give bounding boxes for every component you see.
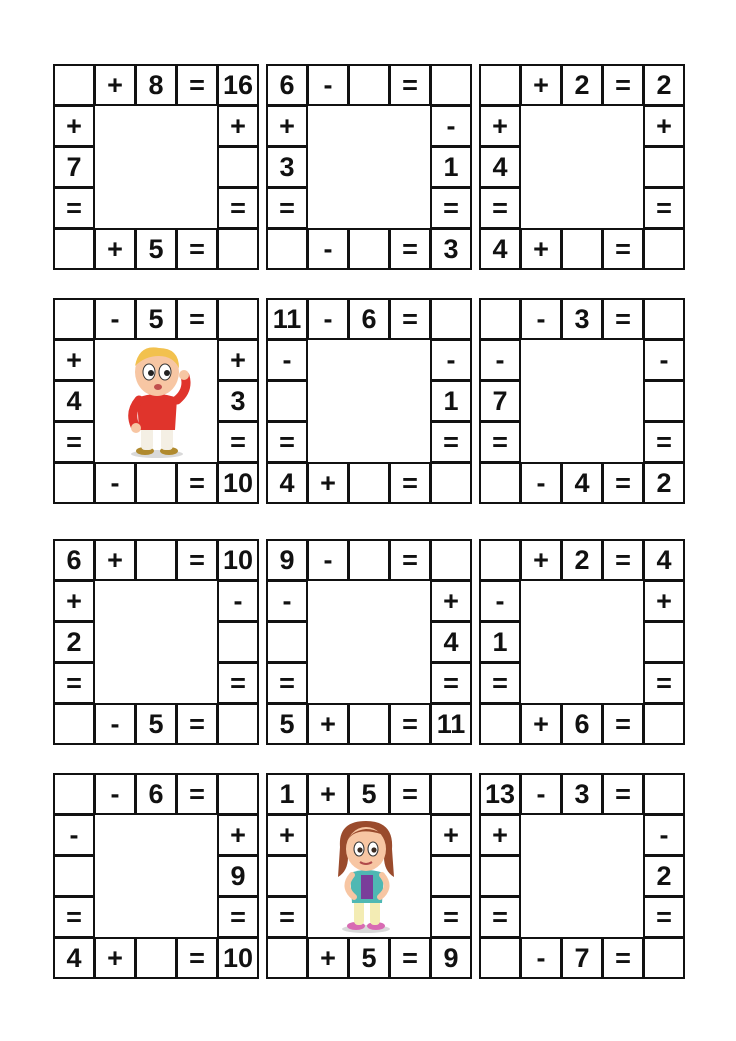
operator-cell: -: [94, 703, 136, 745]
number-cell: 5: [266, 703, 308, 745]
number-cell: 2: [561, 539, 603, 581]
puzzle-center: [521, 340, 643, 462]
number-cell: 2: [53, 621, 95, 663]
number-cell: 11: [430, 703, 472, 745]
operator-cell: -: [520, 937, 562, 979]
number-cell: 1: [266, 773, 308, 815]
number-cell: 1: [430, 146, 472, 188]
number-cell: 4: [266, 462, 308, 504]
operator-cell: -: [430, 105, 472, 147]
puzzle-8: [266, 539, 471, 744]
operator-cell: -: [94, 773, 136, 815]
operator-cell: =: [602, 937, 644, 979]
operator-cell: =: [217, 421, 259, 463]
operator-cell: +: [94, 539, 136, 581]
operator-cell: =: [389, 773, 431, 815]
number-cell: 4: [479, 146, 521, 188]
answer-cell[interactable]: [430, 539, 472, 581]
number-cell: 4: [643, 539, 685, 581]
operator-cell: -: [217, 580, 259, 622]
operator-cell: +: [520, 64, 562, 106]
operator-cell: =: [389, 462, 431, 504]
operator-cell: =: [602, 703, 644, 745]
number-cell: 7: [53, 146, 95, 188]
operator-cell: =: [602, 773, 644, 815]
number-cell: 8: [135, 64, 177, 106]
answer-cell[interactable]: [348, 703, 390, 745]
operator-cell: +: [217, 105, 259, 147]
number-cell: 2: [643, 855, 685, 897]
answer-cell[interactable]: [430, 64, 472, 106]
operator-cell: =: [53, 662, 95, 704]
operator-cell: =: [217, 662, 259, 704]
operator-cell: -: [643, 339, 685, 381]
answer-cell[interactable]: [430, 462, 472, 504]
operator-cell: =: [602, 298, 644, 340]
number-cell: 4: [53, 380, 95, 422]
number-cell: 2: [561, 64, 603, 106]
answer-cell[interactable]: [643, 937, 685, 979]
operator-cell: +: [520, 539, 562, 581]
operator-cell: -: [307, 64, 349, 106]
answer-cell[interactable]: [643, 380, 685, 422]
operator-cell: +: [430, 580, 472, 622]
puzzle-center: [308, 106, 430, 228]
answer-cell[interactable]: [217, 703, 259, 745]
answer-cell[interactable]: [348, 462, 390, 504]
operator-cell: -: [307, 539, 349, 581]
answer-cell[interactable]: [348, 228, 390, 270]
operator-cell: =: [430, 896, 472, 938]
answer-cell[interactable]: [53, 64, 95, 106]
girl-cartoon: [328, 817, 406, 935]
operator-cell: -: [520, 462, 562, 504]
operator-cell: +: [643, 580, 685, 622]
operator-cell: +: [266, 814, 308, 856]
operator-cell: =: [643, 421, 685, 463]
puzzle-center: [521, 581, 643, 703]
operator-cell: -: [53, 814, 95, 856]
number-cell: 2: [643, 64, 685, 106]
number-cell: 3: [561, 298, 603, 340]
operator-cell: -: [266, 339, 308, 381]
answer-cell[interactable]: [643, 773, 685, 815]
answer-cell[interactable]: [53, 298, 95, 340]
operator-cell: =: [479, 421, 521, 463]
operator-cell: =: [389, 64, 431, 106]
operator-cell: =: [53, 421, 95, 463]
puzzle-center: [521, 106, 643, 228]
operator-cell: =: [430, 662, 472, 704]
number-cell: 1: [430, 380, 472, 422]
number-cell: 6: [348, 298, 390, 340]
operator-cell: =: [389, 703, 431, 745]
operator-cell: +: [643, 105, 685, 147]
operator-cell: +: [53, 105, 95, 147]
operator-cell: -: [479, 339, 521, 381]
operator-cell: +: [94, 228, 136, 270]
operator-cell: +: [266, 105, 308, 147]
number-cell: 4: [430, 621, 472, 663]
operator-cell: +: [217, 339, 259, 381]
number-cell: 6: [135, 773, 177, 815]
number-cell: 10: [217, 462, 259, 504]
operator-cell: =: [176, 228, 218, 270]
answer-cell[interactable]: [479, 64, 521, 106]
number-cell: 9: [266, 539, 308, 581]
puzzle-3: [479, 64, 684, 269]
operator-cell: =: [389, 937, 431, 979]
answer-cell[interactable]: [217, 621, 259, 663]
answer-cell[interactable]: [643, 621, 685, 663]
operator-cell: =: [643, 187, 685, 229]
operator-cell: =: [479, 662, 521, 704]
number-cell: 3: [430, 228, 472, 270]
number-cell: 2: [643, 462, 685, 504]
puzzle-center: [521, 815, 643, 937]
operator-cell: +: [307, 462, 349, 504]
number-cell: 11: [266, 298, 308, 340]
puzzle-7: [53, 539, 258, 744]
puzzle-5: [266, 298, 471, 503]
operator-cell: =: [176, 773, 218, 815]
operator-cell: =: [217, 187, 259, 229]
operator-cell: -: [94, 462, 136, 504]
puzzle-center: [308, 815, 430, 937]
answer-cell[interactable]: [135, 937, 177, 979]
operator-cell: =: [643, 662, 685, 704]
operator-cell: -: [94, 298, 136, 340]
answer-cell[interactable]: [479, 298, 521, 340]
puzzle-2: [266, 64, 471, 269]
operator-cell: =: [176, 937, 218, 979]
operator-cell: =: [176, 298, 218, 340]
puzzle-9: [479, 539, 684, 744]
number-cell: 13: [479, 773, 521, 815]
operator-cell: -: [520, 773, 562, 815]
number-cell: 4: [479, 228, 521, 270]
answer-cell[interactable]: [266, 855, 308, 897]
operator-cell: +: [94, 937, 136, 979]
answer-cell[interactable]: [348, 64, 390, 106]
number-cell: 4: [53, 937, 95, 979]
puzzle-6: [479, 298, 684, 503]
answer-cell[interactable]: [266, 228, 308, 270]
number-cell: 5: [348, 773, 390, 815]
answer-cell[interactable]: [135, 539, 177, 581]
operator-cell: +: [307, 773, 349, 815]
answer-cell[interactable]: [643, 298, 685, 340]
answer-cell[interactable]: [348, 539, 390, 581]
answer-cell[interactable]: [135, 462, 177, 504]
answer-cell[interactable]: [217, 298, 259, 340]
puzzle-12: [479, 773, 684, 978]
number-cell: 5: [135, 298, 177, 340]
operator-cell: -: [479, 580, 521, 622]
operator-cell: +: [520, 228, 562, 270]
number-cell: 3: [266, 146, 308, 188]
number-cell: 6: [266, 64, 308, 106]
answer-cell[interactable]: [53, 228, 95, 270]
operator-cell: -: [266, 580, 308, 622]
number-cell: 10: [217, 539, 259, 581]
operator-cell: =: [602, 539, 644, 581]
operator-cell: =: [643, 896, 685, 938]
answer-cell[interactable]: [643, 146, 685, 188]
answer-cell[interactable]: [266, 937, 308, 979]
operator-cell: =: [389, 298, 431, 340]
operator-cell: =: [430, 187, 472, 229]
operator-cell: +: [479, 105, 521, 147]
operator-cell: -: [307, 228, 349, 270]
answer-cell[interactable]: [266, 380, 308, 422]
number-cell: 3: [561, 773, 603, 815]
puzzle-center: [308, 340, 430, 462]
number-cell: 9: [430, 937, 472, 979]
number-cell: 4: [561, 462, 603, 504]
boy-cartoon: [115, 342, 199, 460]
operator-cell: +: [307, 703, 349, 745]
number-cell: 9: [217, 855, 259, 897]
answer-cell[interactable]: [217, 773, 259, 815]
operator-cell: -: [520, 298, 562, 340]
operator-cell: =: [176, 539, 218, 581]
answer-cell[interactable]: [643, 228, 685, 270]
answer-cell[interactable]: [53, 703, 95, 745]
puzzle-10: [53, 773, 258, 978]
puzzle-center: [95, 106, 217, 228]
operator-cell: +: [430, 814, 472, 856]
answer-cell[interactable]: [430, 298, 472, 340]
operator-cell: -: [430, 339, 472, 381]
puzzle-11: [266, 773, 471, 978]
operator-cell: =: [266, 662, 308, 704]
operator-cell: =: [53, 896, 95, 938]
puzzle-center: [308, 581, 430, 703]
operator-cell: =: [602, 64, 644, 106]
puzzle-center: [95, 815, 217, 937]
answer-cell[interactable]: [479, 539, 521, 581]
number-cell: 7: [479, 380, 521, 422]
answer-cell[interactable]: [643, 703, 685, 745]
operator-cell: =: [602, 228, 644, 270]
answer-cell[interactable]: [479, 462, 521, 504]
answer-cell[interactable]: [217, 146, 259, 188]
answer-cell[interactable]: [479, 937, 521, 979]
operator-cell: =: [479, 896, 521, 938]
operator-cell: =: [266, 896, 308, 938]
puzzle-center: [95, 340, 217, 462]
operator-cell: -: [307, 298, 349, 340]
operator-cell: =: [389, 539, 431, 581]
operator-cell: +: [217, 814, 259, 856]
answer-cell[interactable]: [430, 773, 472, 815]
operator-cell: =: [479, 187, 521, 229]
operator-cell: =: [53, 187, 95, 229]
operator-cell: +: [479, 814, 521, 856]
puzzle-1: [53, 64, 258, 269]
answer-cell[interactable]: [430, 855, 472, 897]
number-cell: 10: [217, 937, 259, 979]
operator-cell: +: [94, 64, 136, 106]
answer-cell[interactable]: [53, 462, 95, 504]
operator-cell: =: [602, 462, 644, 504]
operator-cell: =: [389, 228, 431, 270]
answer-cell[interactable]: [479, 703, 521, 745]
operator-cell: +: [53, 339, 95, 381]
number-cell: 3: [217, 380, 259, 422]
operator-cell: =: [176, 64, 218, 106]
number-cell: 16: [217, 64, 259, 106]
operator-cell: =: [430, 421, 472, 463]
number-cell: 5: [348, 937, 390, 979]
operator-cell: =: [176, 703, 218, 745]
answer-cell[interactable]: [561, 228, 603, 270]
operator-cell: +: [53, 580, 95, 622]
operator-cell: +: [307, 937, 349, 979]
number-cell: 7: [561, 937, 603, 979]
number-cell: 6: [53, 539, 95, 581]
operator-cell: =: [266, 421, 308, 463]
answer-cell[interactable]: [53, 773, 95, 815]
puzzle-center: [95, 581, 217, 703]
answer-cell[interactable]: [266, 621, 308, 663]
number-cell: 1: [479, 621, 521, 663]
number-cell: 5: [135, 703, 177, 745]
answer-cell[interactable]: [53, 855, 95, 897]
operator-cell: +: [520, 703, 562, 745]
number-cell: 6: [561, 703, 603, 745]
operator-cell: =: [176, 462, 218, 504]
operator-cell: =: [217, 896, 259, 938]
operator-cell: -: [643, 814, 685, 856]
puzzle-4: [53, 298, 258, 503]
answer-cell[interactable]: [479, 855, 521, 897]
operator-cell: =: [266, 187, 308, 229]
answer-cell[interactable]: [217, 228, 259, 270]
number-cell: 5: [135, 228, 177, 270]
